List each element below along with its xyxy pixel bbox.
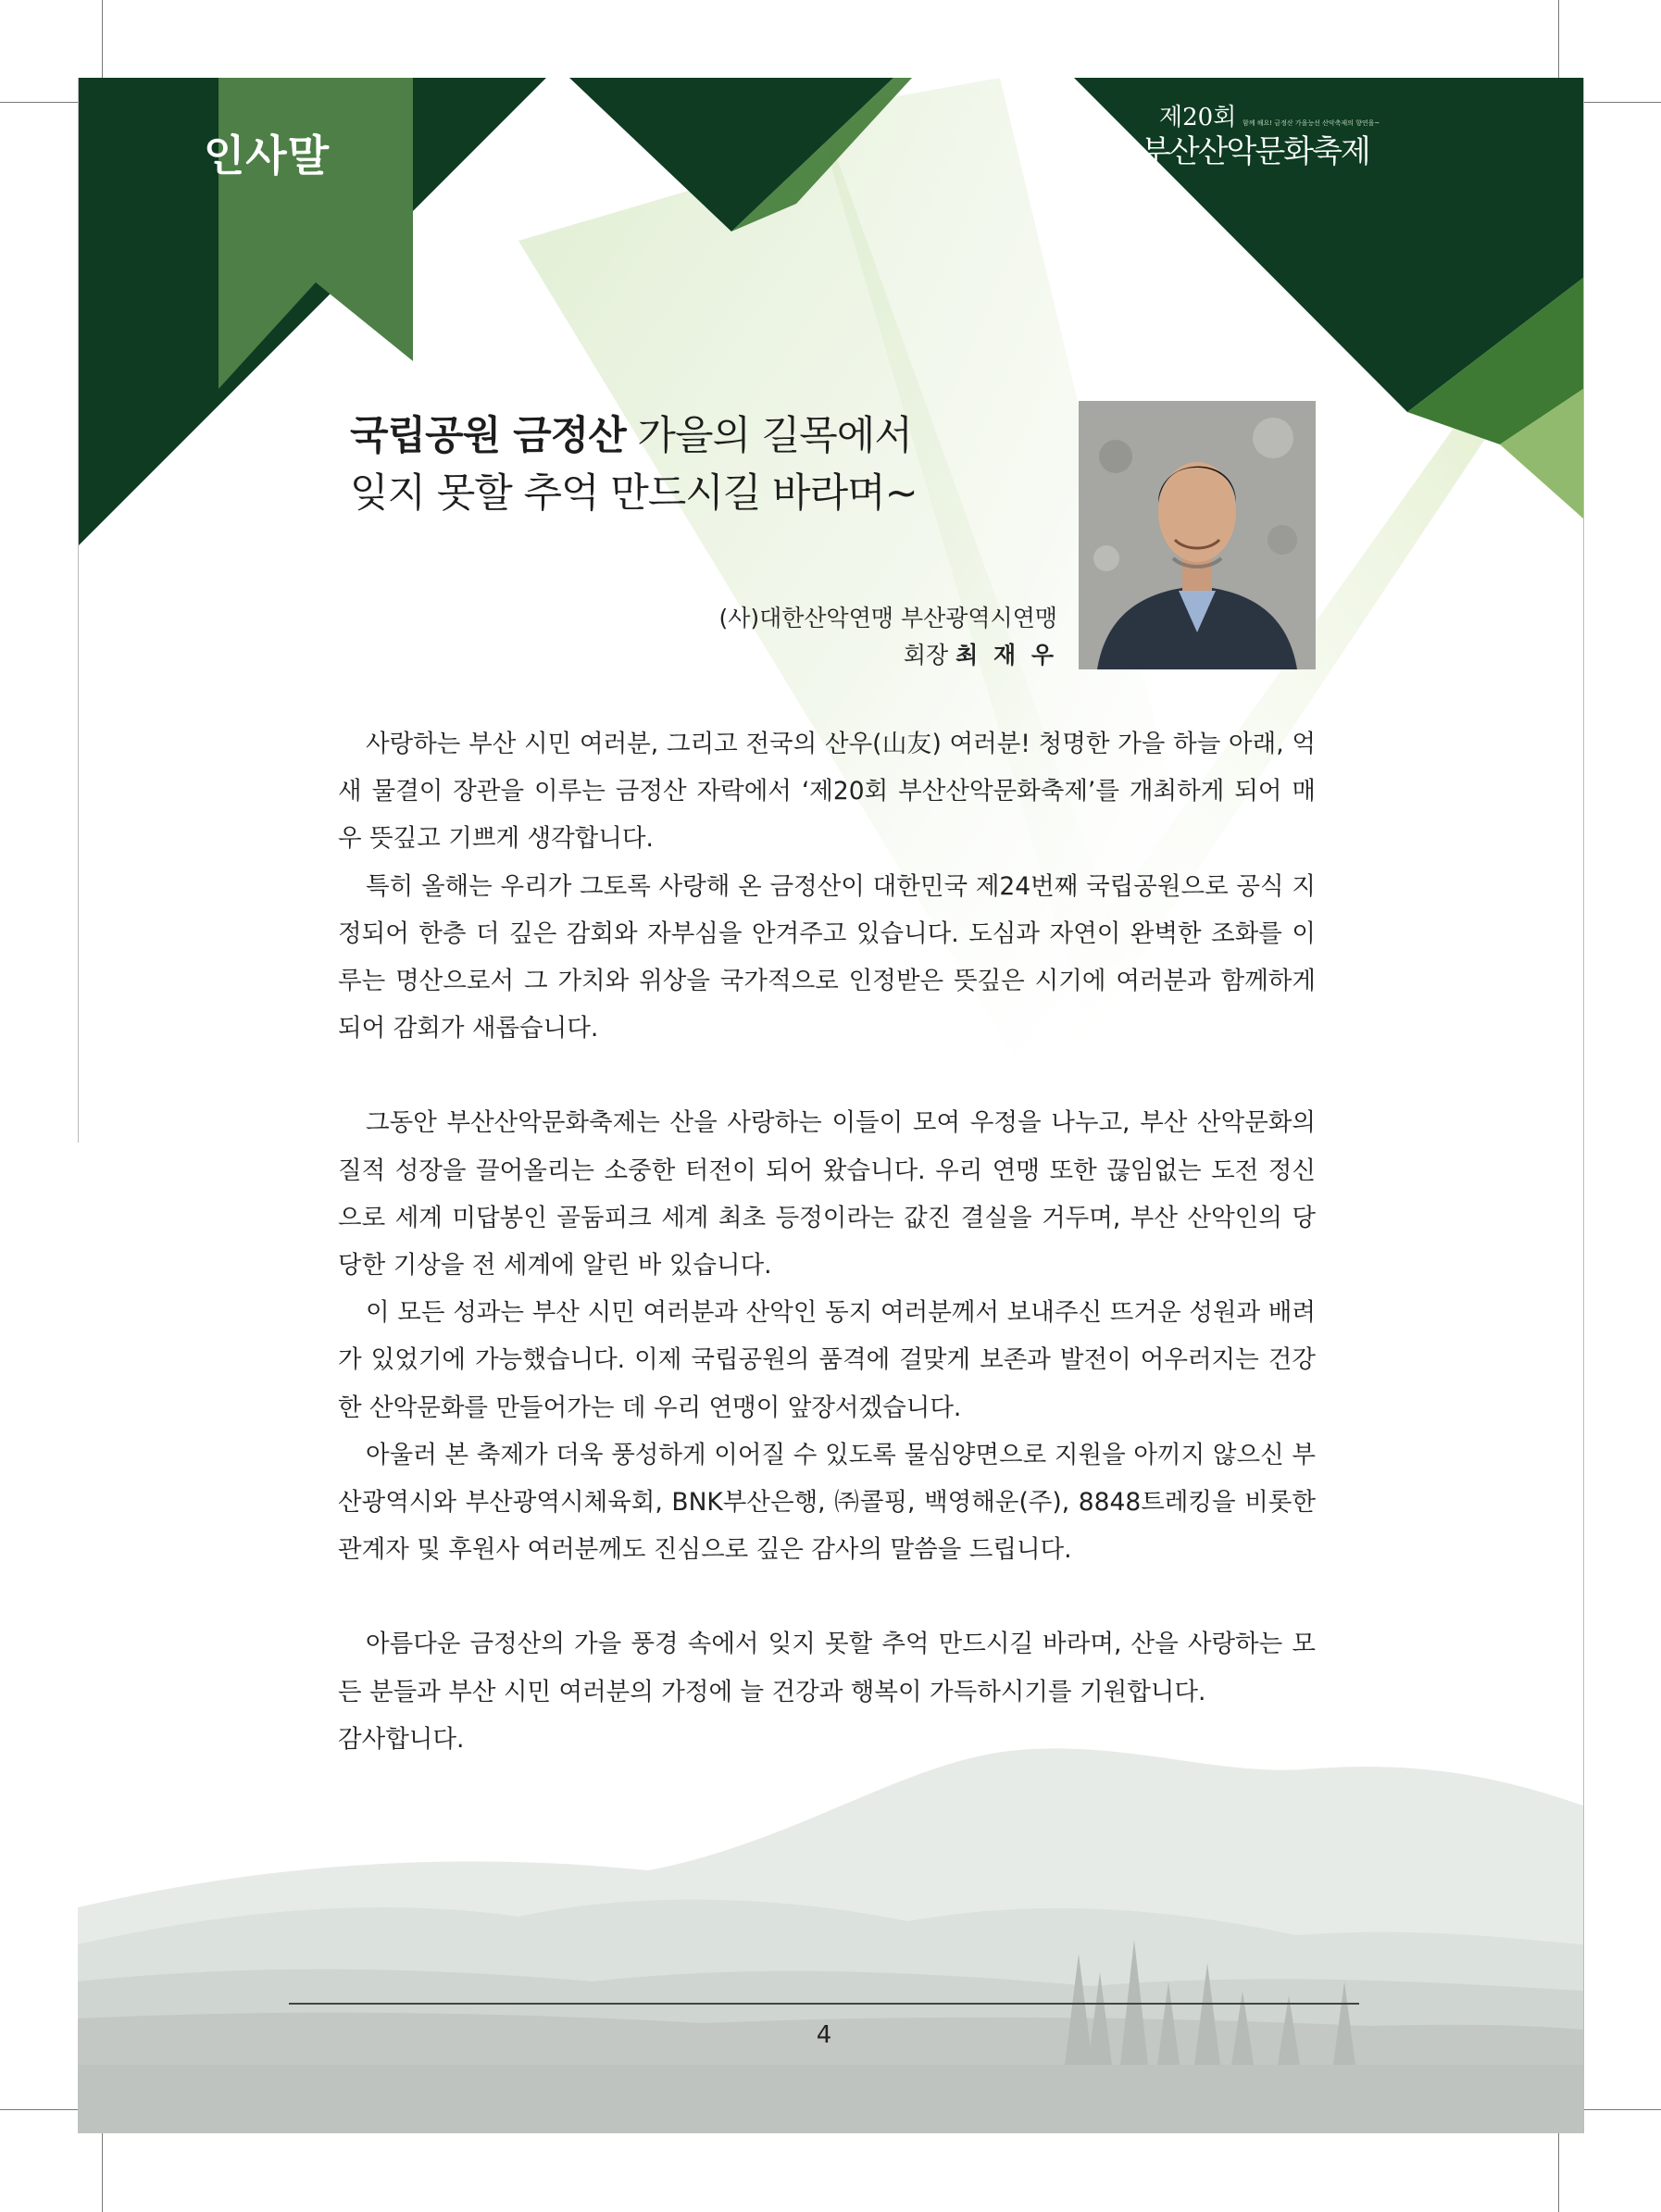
logo-tagline: 함께 해요! 금정산 가을능선 산악축제의 향연을~: [1243, 119, 1380, 127]
paragraph: 사랑하는 부산 시민 여러분, 그리고 전국의 산우(山友) 여러분! 청명한 가을 하늘 아래, 억새 물결이 장관을 이루는 금정산 자락에서 ‘제20회 부산산악문화축제’를 개최하게 되어 매우 뜻깊고 기쁘게 생각합니다.: [338, 730, 1316, 854]
byline-organization: (사)대한산악연맹 부산광역시연맹: [718, 605, 1057, 631]
headline-rest: 가을의 길목에서: [625, 413, 912, 459]
byline-name-line: [648, 637, 1057, 674]
portrait-photo: [1079, 401, 1316, 669]
headline: [350, 407, 998, 522]
logo-name: 부산산악문화축제: [1141, 133, 1369, 170]
greeting-body: [338, 720, 1316, 1763]
footer-divider: [289, 2003, 1359, 2005]
logo-edition: 제20회: [1159, 104, 1237, 131]
page-edge-right: [1583, 78, 1584, 2133]
paragraph: 아름다운 금정산의 가을 풍경 속에서 잊지 못할 추억 만드시길 바라며, 산을 사랑하는 모든 분들과 부산 시민 여러분의 가정에 늘 건강과 행복이 가득하시기를 기원합니다.: [338, 1630, 1316, 1706]
paragraph: 아울러 본 축제가 더욱 풍성하게 이어질 수 있도록 물심양면으로 지원을 아끼지 않으신 부산광역시와 부산광역시체육회, BNK부산은행, ㈜콜핑, 백영해운(주), 8848트레킹을 비롯한 관계자 및 후원사 여러분께도 진심으로 깊은 감사의 말씀을 드립니다.: [338, 1440, 1316, 1565]
paragraph: 특히 올해는 우리가 그토록 사랑해 온 금정산이 대한민국 제24번째 국립공원으로 공식 지정되어 한층 더 깊은 감회와 자부심을 안겨주고 있습니다. 도심과 자연이 완벽한 조화를 이루는 명산으로서 그 가치와 위상을 국가적으로 인정받은 뜻깊은 시기에 여러분과 함께하게 되어 감회가 새롭습니다.: [338, 871, 1316, 1044]
paragraph: 이 모든 성과는 부산 시민 여러분과 산악인 동지 여러분께서 보내주신 뜨거운 성원과 배려가 있었기에 가능했습니다. 이제 국립공원의 품격에 걸맞게 보존과 발전이 어우러지는 건강한 산악문화를 만들어가는 데 우리 연맹이 앞장서겠습니다.: [338, 1298, 1316, 1422]
section-label: 인사말: [203, 131, 331, 181]
byline-name: 최 재 우: [955, 642, 1057, 669]
page-number: 4: [816, 2021, 832, 2049]
closing-paragraph: 감사합니다.: [338, 1724, 465, 1754]
headline-bold: 국립공원 금정산: [350, 413, 626, 459]
paragraph-gap: [338, 1052, 1316, 1099]
byline-title: 회장: [903, 642, 949, 669]
headline-line1: [350, 407, 998, 465]
page-edge-left: [78, 78, 79, 1143]
byline: [648, 600, 1057, 674]
portrait-illustration: [1079, 401, 1316, 669]
paragraph: 그동안 부산산악문화축제는 산을 사랑하는 이들이 모여 우정을 나누고, 부산 산악문화의 질적 성장을 끌어올리는 소중한 터전이 되어 왔습니다. 우리 연맹 또한 끊임없는 도전 정신으로 세계 미답봉인 골둠피크 세계 최초 등정이라는 값진 결실을 거두며, 부산 산악인의 당당한 기상을 전 세계에 알린 바 있습니다.: [338, 1108, 1316, 1281]
headline-line2: 잊지 못할 추억 만드시길 바라며~: [350, 470, 918, 517]
festival-logo: [1141, 98, 1380, 200]
paragraph-gap: [338, 1573, 1316, 1620]
